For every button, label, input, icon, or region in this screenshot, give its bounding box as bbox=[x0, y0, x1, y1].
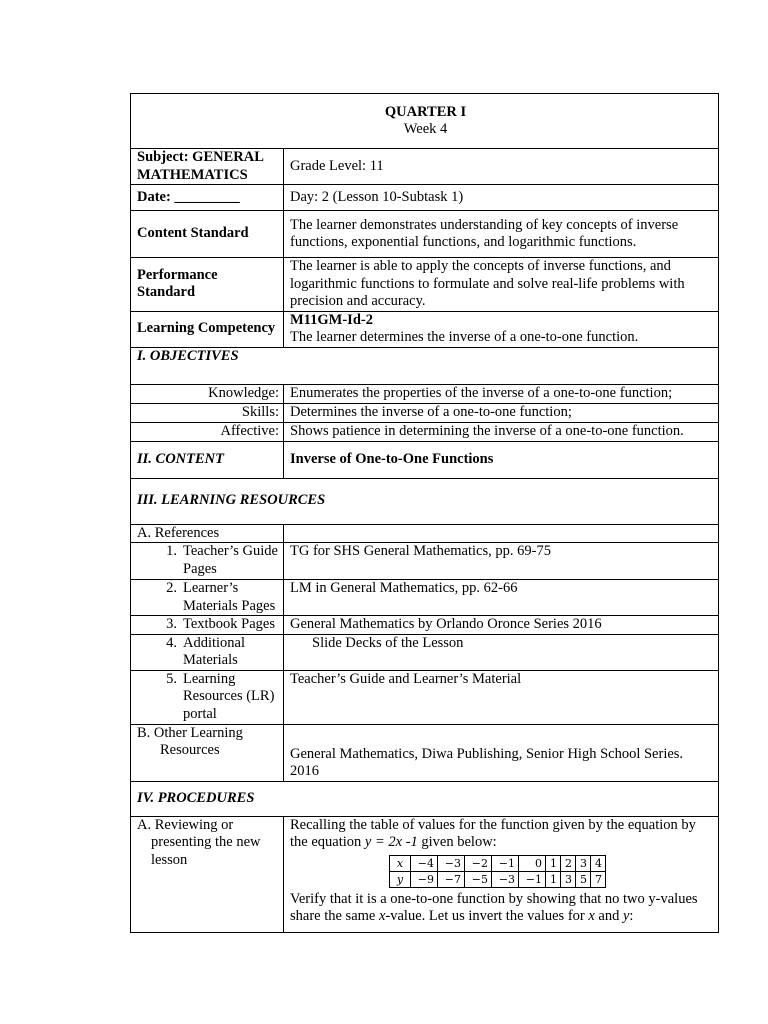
knowledge-label: Knowledge: bbox=[131, 384, 284, 403]
equation: y = 2x -1 bbox=[364, 834, 418, 850]
x-label: x bbox=[390, 855, 411, 871]
resource-row bbox=[131, 543, 719, 580]
table-cell: −1 bbox=[519, 871, 546, 887]
resource-number: 2. bbox=[166, 580, 177, 596]
resource-label: Additional Materials bbox=[183, 634, 246, 668]
table-cell: −3 bbox=[438, 855, 465, 871]
objectives-heading-row bbox=[131, 347, 719, 384]
resource-row bbox=[131, 670, 719, 724]
resource-row bbox=[131, 634, 719, 670]
table-cell: −7 bbox=[438, 871, 465, 887]
skills-text: Determines the inverse of a one-to-one function; bbox=[284, 403, 719, 422]
resource-label: Learning Resources (LR) portal bbox=[183, 670, 275, 722]
references-label: A. References bbox=[131, 524, 284, 543]
resource-row bbox=[131, 616, 719, 635]
table-cell: −4 bbox=[411, 855, 438, 871]
resource-number: 3. bbox=[166, 616, 177, 632]
quarter-title: QUARTER I bbox=[384, 103, 467, 120]
content-heading: II. CONTENT bbox=[131, 441, 284, 478]
table-cell: −1 bbox=[492, 855, 519, 871]
content-standard-row bbox=[131, 211, 719, 258]
table-cell: 1 bbox=[546, 855, 561, 871]
resources-heading-row bbox=[131, 478, 719, 524]
lesson-plan-table bbox=[130, 93, 719, 933]
content-standard-text: The learner demonstrates understanding of key concepts of inverse functions, exponential functions, and logarithmic functions. bbox=[284, 211, 719, 258]
table-cell: −3 bbox=[492, 871, 519, 887]
procedure-intro: Recalling the table of values for the function given by the equation by the equation y = 2x -1 given below: bbox=[290, 816, 696, 850]
procedure-a-label: A. Reviewing or presenting the new lesson bbox=[137, 816, 261, 868]
references-row bbox=[131, 524, 719, 543]
resources-heading: III. LEARNING RESOURCES bbox=[131, 478, 719, 524]
performance-standard-text: The learner is able to apply the concepts of inverse functions, and logarithmic functions to formulate and solve real-life problems with precision and accuracy. bbox=[284, 258, 719, 312]
other-resources-value: General Mathematics, Diwa Publishing, Senior High School Series. 2016 bbox=[284, 724, 719, 781]
performance-standard-label: Performance Standard bbox=[131, 258, 284, 312]
competency-row bbox=[131, 311, 719, 347]
procedures-heading: IV. PROCEDURES bbox=[131, 781, 719, 816]
resource-row bbox=[131, 580, 719, 616]
table-cell: 7 bbox=[591, 871, 606, 887]
resource-number: 5. bbox=[166, 670, 177, 687]
competency-label: Learning Competency bbox=[131, 311, 284, 347]
other-resources-label: B. Other Learning Resources bbox=[137, 724, 243, 758]
content-row bbox=[131, 441, 719, 478]
table-cell: 0 bbox=[519, 855, 546, 871]
resource-label: Learner’s Materials Pages bbox=[183, 580, 276, 614]
procedures-heading-row bbox=[131, 781, 719, 816]
table-cell: 3 bbox=[561, 871, 576, 887]
y-label: y bbox=[390, 871, 411, 887]
other-resources-row bbox=[131, 724, 719, 781]
content-text: Inverse of One-to-One Functions bbox=[284, 441, 719, 478]
lesson-plan bbox=[130, 93, 718, 933]
values-table bbox=[389, 855, 606, 888]
date-label: Date: _________ bbox=[131, 185, 284, 211]
date-row bbox=[131, 185, 719, 211]
skills-row bbox=[131, 403, 719, 422]
resource-value: TG for SHS General Mathematics, pp. 69-75 bbox=[284, 543, 719, 580]
knowledge-row bbox=[131, 384, 719, 403]
competency-code: M11GM-Id-2 bbox=[290, 311, 373, 328]
skills-label: Skills: bbox=[131, 403, 284, 422]
content-standard-label: Content Standard bbox=[131, 211, 284, 258]
resource-number: 4. bbox=[166, 634, 177, 651]
knowledge-text: Enumerates the properties of the inverse of a one-to-one function; bbox=[284, 384, 719, 403]
table-cell: 3 bbox=[576, 855, 591, 871]
table-cell: 5 bbox=[576, 871, 591, 887]
resource-value: General Mathematics by Orlando Oronce Series 2016 bbox=[284, 616, 719, 635]
objectives-heading: I. OBJECTIVES bbox=[131, 347, 719, 384]
resource-label: Teacher’s Guide Pages bbox=[183, 543, 278, 577]
verify-text: Verify that it is a one-to-one function by showing that no two y-values share the same x-value. Let us invert the values for x and y: bbox=[290, 890, 698, 924]
header-row bbox=[131, 94, 719, 149]
resource-value: LM in General Mathematics, pp. 62-66 bbox=[284, 580, 719, 616]
resource-label: Textbook Pages bbox=[183, 616, 276, 632]
grade-level: Grade Level: 11 bbox=[284, 149, 719, 185]
table-cell: −9 bbox=[411, 871, 438, 887]
resource-value: Teacher’s Guide and Learner’s Material bbox=[284, 670, 719, 724]
resource-value: Slide Decks of the Lesson bbox=[284, 634, 719, 670]
x-values-row bbox=[390, 855, 606, 871]
affective-label: Affective: bbox=[131, 422, 284, 441]
affective-row bbox=[131, 422, 719, 441]
procedure-a-row bbox=[131, 816, 719, 932]
resource-number: 1. bbox=[166, 543, 177, 559]
table-cell: 1 bbox=[546, 871, 561, 887]
table-cell: −2 bbox=[465, 855, 492, 871]
competency-text: The learner determines the inverse of a one-to-one function. bbox=[290, 329, 639, 345]
y-values-row bbox=[390, 871, 606, 887]
performance-standard-row bbox=[131, 258, 719, 312]
day-label: Day: 2 (Lesson 10-Subtask 1) bbox=[284, 185, 719, 211]
table-cell: 4 bbox=[591, 855, 606, 871]
table-cell: 2 bbox=[561, 855, 576, 871]
subject-row bbox=[131, 149, 719, 185]
subject-label: Subject: GENERAL MATHEMATICS bbox=[131, 149, 284, 185]
week-label: Week 4 bbox=[403, 121, 448, 137]
table-cell: −5 bbox=[465, 871, 492, 887]
affective-text: Shows patience in determining the inverse of a one-to-one function. bbox=[284, 422, 719, 441]
